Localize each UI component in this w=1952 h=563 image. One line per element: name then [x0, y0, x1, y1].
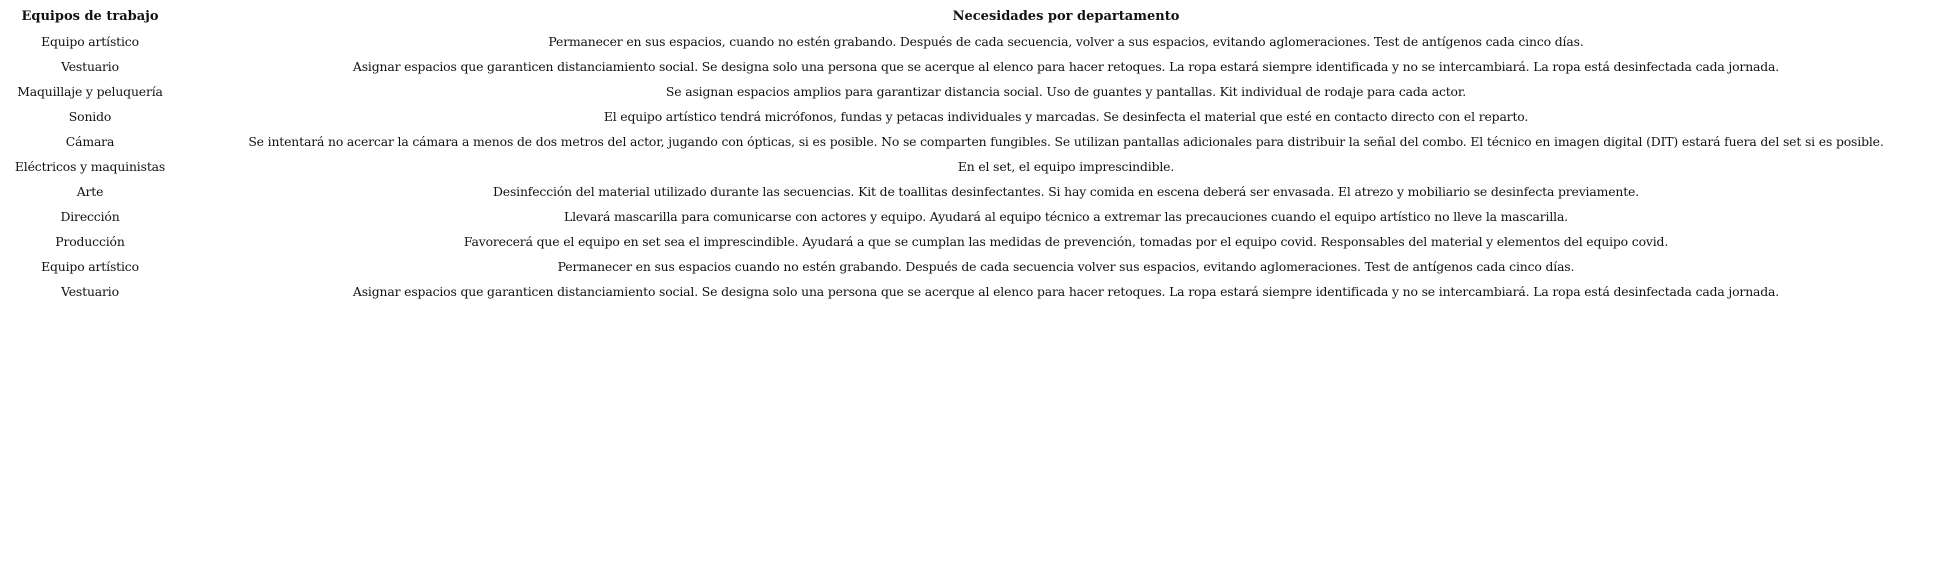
table-row — [0, 279, 1952, 304]
team-cell: Vestuario — [61, 59, 119, 74]
table-row — [0, 179, 1952, 204]
team-cell: Equipo artístico — [41, 259, 139, 274]
team-cell: Sonido — [68, 109, 112, 124]
team-cell: Producción — [55, 234, 125, 249]
team-cell: Dirección — [60, 209, 120, 224]
column-header-needs: Necesidades por departamento — [952, 9, 1180, 24]
needs-cell: Se asignan espacios amplios para garantizar distancia social. Uso de guantes y pantallas. Kit individual de rodaje para cada actor. — [665, 84, 1467, 99]
table-row — [0, 154, 1952, 179]
table-row — [0, 54, 1952, 79]
needs-cell: En el set, el equipo imprescindible. — [957, 159, 1175, 174]
table-row — [0, 29, 1952, 54]
team-cell: Cámara — [65, 134, 115, 149]
table-row — [0, 229, 1952, 254]
table-row — [0, 129, 1952, 154]
needs-cell: Permanecer en sus espacios cuando no estén grabando. Después de cada secuencia volver sus espacios, evitando aglomeraciones. Test de antígenos cada cinco días. — [557, 259, 1575, 274]
needs-cell: Desinfección del material utilizado durante las secuencias. Kit de toallitas desinfectantes. Si hay comida en escena deberá ser envasada. El atrezo y mobiliario se desinfecta previamente. — [492, 184, 1640, 199]
team-cell: Maquillaje y peluquería — [17, 84, 163, 99]
table-row — [0, 104, 1952, 129]
needs-cell: Favorecerá que el equipo en set sea el imprescindible. Ayudará a que se cumplan las medidas de prevención, tomadas por el equipo covid. Responsables del material y elementos del equipo covid. — [463, 234, 1669, 249]
department-needs-table — [0, 4, 1952, 304]
table-row — [0, 79, 1952, 104]
needs-cell: Asignar espacios que garanticen distanciamiento social. Se designa solo una persona que se acerque al elenco para hacer retoques. La ropa estará siempre identificada y no se intercambiará. La ropa está desinfectada cada jornada. — [352, 59, 1780, 74]
team-cell: Equipo artístico — [41, 34, 139, 49]
needs-cell: Llevará mascarilla para comunicarse con actores y equipo. Ayudará al equipo técnico a extremar las precauciones cuando el equipo artístico no lleve la mascarilla. — [564, 209, 1568, 224]
team-cell: Vestuario — [61, 284, 119, 299]
team-cell: Arte — [76, 184, 104, 199]
table-header-row — [0, 4, 1952, 29]
needs-cell: Asignar espacios que garanticen distanciamiento social. Se designa solo una persona que se acerque al elenco para hacer retoques. La ropa estará siempre identificada y no se intercambiará. La ropa está desinfectada cada jornada. — [352, 284, 1780, 299]
column-header-team: Equipos de trabajo — [21, 9, 159, 24]
needs-cell: El equipo artístico tendrá micrófonos, fundas y petacas individuales y marcadas. Se desinfecta el material que esté en contacto directo con el reparto. — [603, 109, 1529, 124]
needs-cell: Se intentará no acercar la cámara a menos de dos metros del actor, jugando con ópticas, si es posible. No se comparten fungibles. Se utilizan pantallas adicionales para distribuir la señal del combo. El técnico en imagen digital (DIT) estará fuera del set si es posible. — [248, 134, 1884, 149]
table-row — [0, 204, 1952, 229]
table-row — [0, 254, 1952, 279]
needs-cell: Permanecer en sus espacios, cuando no estén grabando. Después de cada secuencia, volver a sus espacios, evitando aglomeraciones. Test de antígenos cada cinco días. — [548, 34, 1584, 49]
team-cell: Eléctricos y maquinistas — [14, 159, 166, 174]
